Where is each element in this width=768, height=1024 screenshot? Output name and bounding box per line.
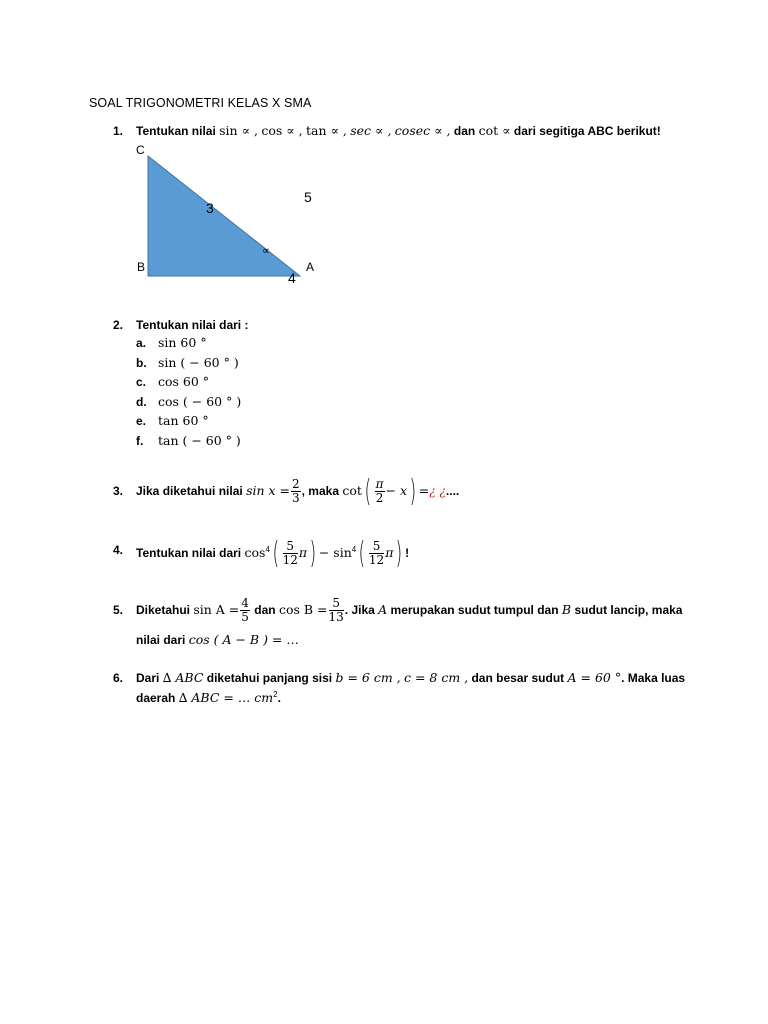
frac-numerator: 5: [369, 540, 384, 554]
q4-end: !: [405, 546, 410, 560]
left-paren: (: [364, 473, 371, 509]
q4-power-1: 4: [265, 545, 270, 554]
frac-denominator: 2: [375, 491, 384, 506]
q6-line2-prefix: daerah: [136, 691, 176, 705]
q6-triangle: ∆ ABC: [162, 670, 204, 685]
q1-tan: tan ∝ ,: [306, 123, 347, 138]
q1-suffix: dari segitiga ABC berikut!: [513, 124, 661, 138]
q1-number: 1.: [113, 124, 124, 138]
q5-merupakan: merupakan sudut tumpul dan: [390, 603, 559, 617]
item-label: a.: [136, 336, 147, 350]
item-label: e.: [136, 414, 147, 428]
q5-lancip: sudut lancip, maka: [574, 603, 683, 617]
q6-diketahui: diketahui panjang sisi: [206, 671, 333, 685]
item-expr: tan 60 °: [158, 413, 209, 428]
item-expr: tan ( − 60 ° ): [158, 433, 241, 448]
q4-cos: cos: [244, 545, 266, 560]
q5-sin-a: sin A =: [193, 602, 240, 617]
q5-number: 5.: [113, 603, 124, 617]
q3-prefix: Jika diketahui nilai: [136, 484, 243, 498]
q3-number: 3.: [113, 484, 124, 498]
q4-pi-1: π: [298, 545, 308, 560]
left-paren: (: [358, 535, 366, 571]
frac-numerator: 4: [241, 596, 249, 611]
item-label: b.: [136, 356, 147, 370]
q3-cot: cot: [342, 483, 362, 498]
page-title: SOAL TRIGONOMETRI KELAS X SMA: [89, 96, 312, 110]
q3-sin-x: sin x =: [246, 483, 290, 498]
frac-numerator: 5: [329, 597, 344, 611]
q4-prefix: Tentukan nilai dari: [136, 546, 242, 560]
q2-number: 2.: [113, 318, 124, 332]
q6-line2-expr: ∆ ABC = … cm: [178, 690, 274, 705]
side-4-label: 4: [288, 270, 296, 286]
q6-b-val: b = 6 cm ,: [335, 670, 401, 685]
vertex-c-label: C: [136, 143, 145, 157]
question-4: [136, 530, 409, 573]
item-label: d.: [136, 395, 147, 409]
q5-cos-b: cos B =: [278, 602, 328, 617]
q4-fraction-1: [283, 540, 298, 567]
angle-alpha-label: ∝: [262, 245, 270, 257]
q1-cosec: cosec ∝ ,: [394, 123, 451, 138]
q5-b: B: [561, 602, 572, 617]
item-label: f.: [136, 434, 144, 448]
triangle-figure: [120, 138, 340, 298]
q3-fraction: [291, 478, 301, 505]
right-paren: ): [409, 473, 417, 509]
question-5-line-2: [136, 632, 299, 649]
q5-jika: . Jika: [344, 603, 375, 617]
q2-text: Tentukan nilai dari :: [136, 318, 249, 332]
item-expr: cos ( − 60 ° ): [158, 394, 242, 409]
item-expr: sin ( − 60 ° ): [158, 355, 239, 370]
q1-dan: dan: [453, 124, 476, 138]
q1-sin: sin ∝ ,: [219, 123, 258, 138]
right-paren: ): [396, 535, 403, 571]
right-paren: ): [309, 535, 317, 571]
frac-numerator: 5: [283, 540, 298, 554]
q6-besar: dan besar sudut: [471, 671, 565, 685]
item-expr: sin 60 °: [158, 335, 207, 350]
item-expr: cos 60 °: [158, 374, 210, 389]
frac-denominator: 13: [328, 610, 344, 625]
question-5-line-1: [136, 590, 682, 630]
frac-numerator: 2: [292, 477, 300, 492]
q6-line2-power: 2: [273, 690, 278, 699]
vertex-a-label: A: [306, 260, 315, 274]
frac-denominator: 12: [282, 553, 298, 568]
q6-number: 6.: [113, 671, 124, 685]
q4-power-2: 4: [351, 545, 357, 554]
question-6-line-2: [136, 690, 281, 707]
q1-cot: cot ∝: [478, 123, 511, 138]
q5-dan: dan: [254, 603, 276, 617]
q1-sec: sec ∝ ,: [350, 123, 392, 138]
q4-number: 4.: [113, 543, 124, 557]
q1-cos: cos ∝ ,: [261, 123, 303, 138]
item-label: c.: [136, 375, 147, 389]
q5-prefix: Diketahui: [136, 603, 191, 617]
q3-broken-glyph: ¿ ¿: [429, 484, 446, 498]
side-5-label: 5: [304, 189, 312, 205]
q5-line2-expr: cos ( A − B ) = …: [188, 632, 299, 647]
q4-pi-2: π: [385, 545, 394, 560]
left-paren: (: [272, 535, 279, 571]
q4-minus-sin: − sin: [318, 545, 352, 560]
frac-numerator: π: [375, 477, 384, 492]
q3-maka: , maka: [301, 484, 339, 498]
frac-denominator: 5: [241, 610, 249, 625]
frac-denominator: 12: [368, 553, 385, 568]
q3-minus-x: − x: [385, 483, 408, 498]
q1-prefix: Tentukan nilai: [136, 124, 216, 138]
question-3: [136, 471, 459, 511]
q3-equals: =: [418, 483, 430, 498]
q6-a-val: A = 60 °: [567, 670, 622, 685]
q5-fraction-a: [240, 597, 250, 624]
frac-denominator: 3: [292, 491, 300, 506]
q6-prefix: Dari: [136, 671, 160, 685]
q5-line2-prefix: nilai dari: [136, 633, 186, 647]
q5-fraction-b: [329, 597, 344, 624]
q3-pi-fraction: [375, 478, 385, 505]
q6-line2-end: .: [277, 691, 281, 705]
q4-fraction-2: [369, 540, 384, 567]
vertex-b-label: B: [137, 260, 146, 274]
q3-dots: ....: [445, 484, 460, 498]
q5-a: A: [378, 602, 388, 617]
side-3-label: 3: [206, 200, 214, 216]
q6-maka: . Maka luas: [621, 671, 686, 685]
question-6-line-1: [136, 670, 685, 687]
q6-c-val: c = 8 cm ,: [403, 670, 469, 685]
triangle-abc-shape: [148, 156, 300, 276]
